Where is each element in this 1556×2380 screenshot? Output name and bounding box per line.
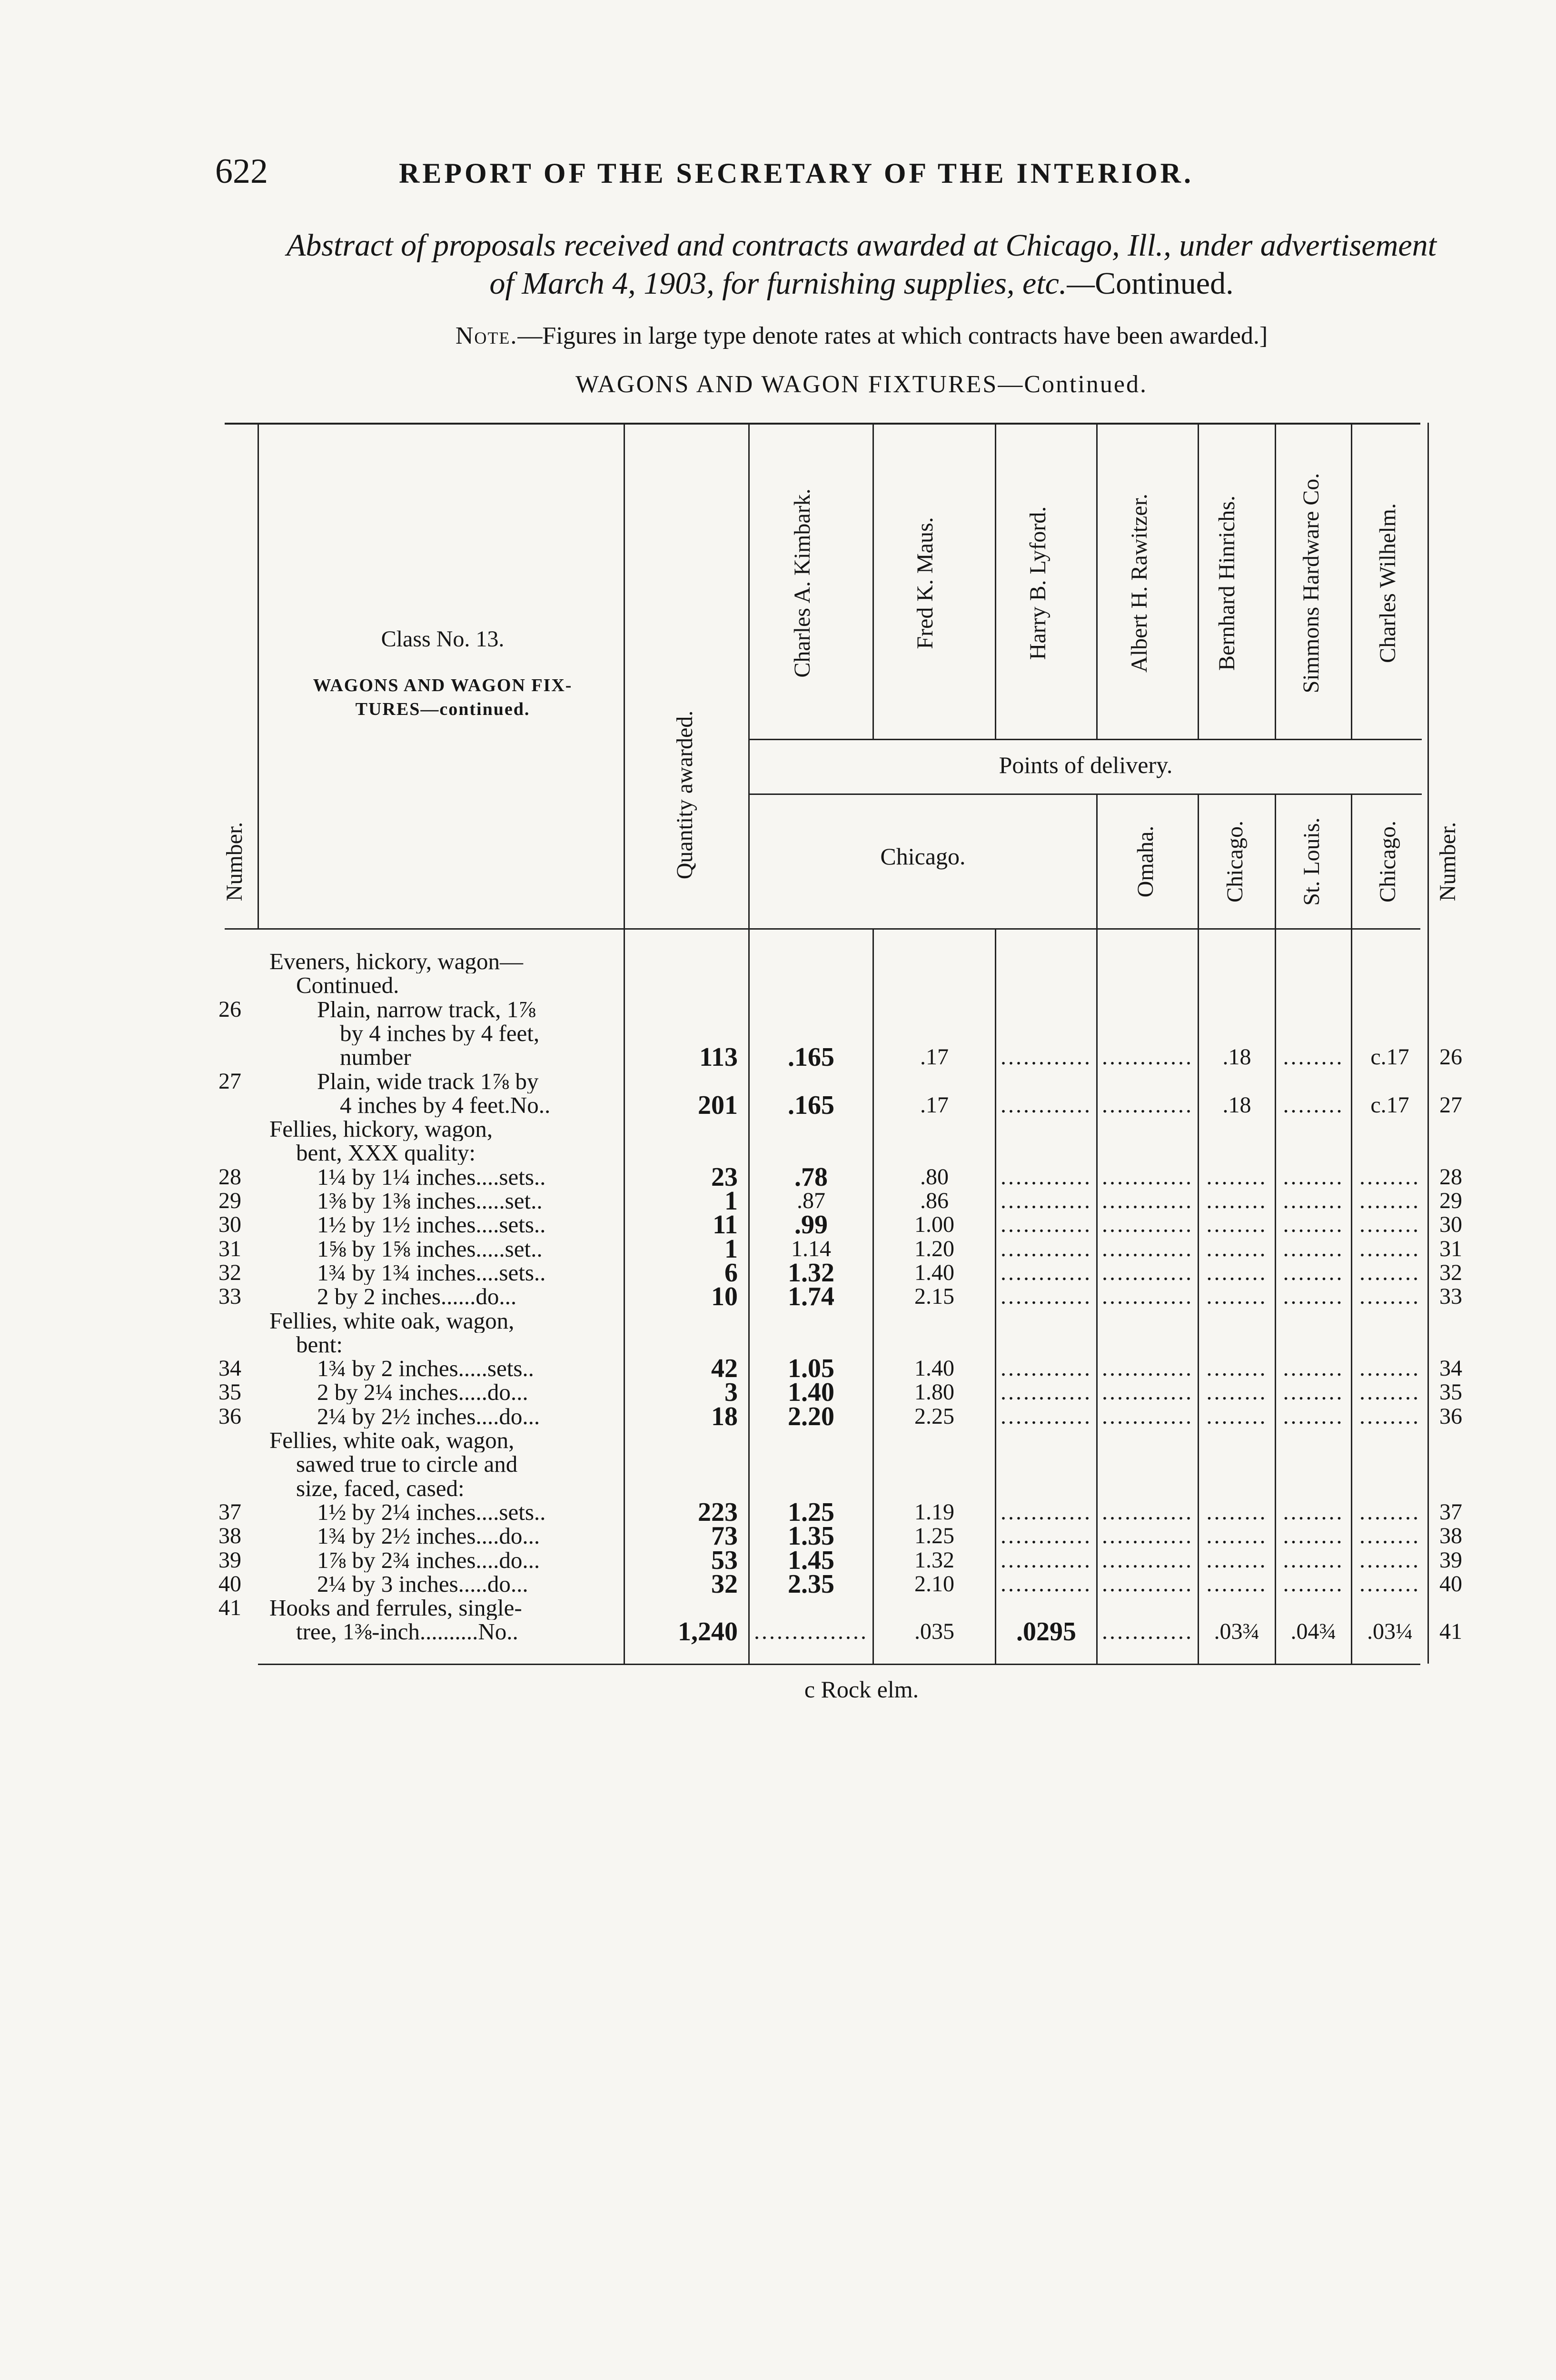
bid-value: .035 [914,1619,954,1645]
row-number: 26 [218,996,241,1022]
row-number-right: 40 [1439,1571,1462,1597]
class-subtitle-2: TURES—continued. [355,699,530,719]
table-row [0,1596,1556,1620]
leader-dots: ............ [1001,1547,1092,1573]
points-of-delivery-header: Points of delivery. [999,752,1173,778]
leader-dots: ........ [1283,1188,1344,1213]
row-description: 1⅝ by 1⅝ inches.....set.. [317,1237,543,1261]
row-description: 1½ by 2¼ inches....sets.. [317,1500,546,1524]
leader-dots: ........ [1359,1212,1420,1238]
class-subtitle [267,674,619,721]
point-chicago-hinrichs: Chicago. [1222,821,1248,902]
quantity-awarded: 11 [713,1210,738,1240]
bid-value: .18 [1222,1044,1251,1070]
footnote: c Rock elm. [804,1676,919,1703]
table-row [0,1545,1556,1575]
abstract-line-1: Abstract of proposals received and contracts awarded at Chicago, Ill., under advertisement [287,228,1437,263]
leader-dots: ............... [754,1619,868,1645]
bid-value: .165 [788,1090,834,1120]
bid-value: .99 [794,1210,828,1240]
col-rule-5a [995,423,996,739]
running-title: REPORT OF THE SECRETARY OF THE INTERIOR. [399,158,1194,189]
abstract-line-2-roman: Continued. [1095,266,1234,301]
col-rule-9a [1351,423,1352,739]
bidder-hinrichs: Bernhard Hinrichs. [1214,496,1239,671]
bid-value: 2.20 [788,1401,834,1431]
leader-dots: ........ [1359,1188,1420,1213]
leader-dots: ........ [1206,1188,1268,1213]
row-number-right: 39 [1439,1547,1462,1573]
leader-dots: ............ [1001,1499,1092,1525]
leader-dots: ........ [1359,1356,1420,1381]
leader-dots: ............ [1102,1523,1193,1549]
row-number: 38 [218,1523,241,1549]
row-description: 1¼ by 1¼ inches....sets.. [317,1165,546,1189]
leader-dots: ............ [1102,1356,1193,1381]
leader-dots: ........ [1283,1547,1344,1573]
bid-value: 1.25 [788,1497,834,1527]
leader-dots: ........ [1206,1212,1268,1238]
bid-value: 1.45 [788,1545,834,1575]
bid-value: c.17 [1370,1092,1409,1118]
quantity-awarded: 18 [711,1401,738,1431]
leader-dots: ............ [1001,1092,1092,1118]
row-description: Continued. [296,973,399,998]
table-row [0,1090,1556,1120]
col-rule-8a [1275,423,1276,739]
bidder-lyford: Harry B. Lyford. [1025,506,1051,660]
bidder-maus: Fred K. Maus. [912,517,938,649]
bid-value: 1.05 [788,1354,834,1384]
quantity-awarded: 1 [724,1234,738,1264]
table-row [0,950,1556,973]
bid-value: .165 [788,1042,834,1072]
bid-value: 1.19 [914,1499,954,1525]
leader-dots: ........ [1206,1547,1268,1573]
leader-dots: ........ [1359,1547,1420,1573]
leader-dots: ........ [1206,1403,1268,1429]
table-row [0,1162,1556,1192]
table-row [0,1070,1556,1093]
bid-value: .87 [797,1188,825,1213]
abstract-line-2 [190,265,1533,303]
table-top-rule [225,423,1420,425]
table-row [0,1309,1556,1333]
number-header-left: Number. [222,822,247,902]
row-number: 41 [218,1595,241,1621]
row-number-right: 26 [1439,1044,1462,1070]
leader-dots: ........ [1359,1236,1420,1261]
row-description: 2 by 2 inches......do... [317,1285,517,1309]
row-description: size, faced, cased: [296,1476,465,1500]
note [190,322,1533,350]
bidder-simmons: Simmons Hardware Co. [1298,473,1324,694]
row-description: tree, 1⅜-inch..........No.. [296,1620,518,1644]
table-row [0,1521,1556,1551]
bidders-points-rule [750,739,1422,740]
note-text: —Figures in large type denote rates at which contracts have been awarded.] [517,322,1268,349]
row-description: 1¾ by 1¾ inches....sets.. [317,1260,546,1285]
table-row [0,1282,1556,1312]
row-description: 1⅞ by 2¾ inches....do... [317,1548,540,1572]
row-number-right: 35 [1439,1379,1462,1405]
bid-value: 1.32 [914,1547,954,1573]
leader-dots: ........ [1206,1499,1268,1525]
leader-dots: ........ [1283,1212,1344,1238]
bidder-rawitzer: Albert H. Rawitzer. [1127,494,1152,673]
row-description: Fellies, white oak, wagon, [269,1428,515,1452]
leader-dots: ........ [1359,1403,1420,1429]
row-number-right: 34 [1439,1356,1462,1381]
leader-dots: ............ [1102,1044,1193,1070]
leader-dots: ............ [1001,1356,1092,1381]
row-number: 31 [218,1236,241,1261]
leader-dots: ........ [1283,1236,1344,1261]
row-description: 1¾ by 2½ inches....do... [317,1524,540,1548]
table-row [0,1378,1556,1408]
leader-dots: ........ [1359,1259,1420,1285]
leader-dots: ........ [1283,1523,1344,1549]
leader-dots: ............ [1102,1571,1193,1597]
bid-value: .04¾ [1290,1619,1337,1645]
row-description: bent: [296,1332,343,1357]
leader-dots: ............ [1001,1379,1092,1405]
row-number: 36 [218,1403,241,1429]
bid-value: .0295 [1016,1617,1076,1647]
bid-value: 1.40 [914,1259,954,1285]
leader-dots: ............ [1001,1284,1092,1309]
bid-value: 2.35 [788,1569,834,1599]
row-description: by 4 inches by 4 feet, [340,1021,540,1045]
table-row [0,1021,1556,1045]
col-rule-6a [1096,423,1098,739]
row-number-right: 27 [1439,1092,1462,1118]
leader-dots: ........ [1206,1164,1268,1190]
table-row [0,973,1556,997]
row-number-right: 29 [1439,1188,1462,1213]
bid-value: 1.35 [788,1521,834,1551]
row-number: 33 [218,1284,241,1309]
row-description: 1½ by 1½ inches....sets.. [317,1213,546,1237]
row-description: 2¼ by 2½ inches....do... [317,1404,540,1428]
col-rule-1 [258,423,259,928]
table-row [0,1234,1556,1264]
table-row [0,1428,1556,1452]
leader-dots: ........ [1283,1044,1344,1070]
table-row [0,1569,1556,1599]
quantity-awarded: 6 [724,1258,738,1288]
leader-dots: ............ [1102,1284,1193,1309]
class-label: Class No. 13. [381,626,505,652]
table-header-rule [225,928,1420,930]
leader-dots: ........ [1283,1571,1344,1597]
row-number-right: 31 [1439,1236,1462,1261]
table-row [0,1117,1556,1141]
row-description: 1¾ by 2 inches.....sets.. [317,1357,534,1381]
leader-dots: ............ [1102,1379,1193,1405]
leader-dots: ............ [1102,1547,1193,1573]
leader-dots: ........ [1206,1523,1268,1549]
bid-value: 1.32 [788,1258,834,1288]
row-description: bent, XXX quality: [296,1141,476,1165]
row-description: Fellies, white oak, wagon, [269,1309,515,1333]
row-description: 4 inches by 4 feet.No.. [340,1093,551,1117]
table-row [0,1617,1556,1647]
col-rule-4a [872,423,874,739]
table-row [0,1354,1556,1384]
col-rule-7a [1198,423,1199,739]
point-chicago-wilhelm: Chicago. [1375,821,1400,902]
leader-dots: ........ [1359,1379,1420,1405]
bid-value: .17 [920,1092,949,1118]
quantity-awarded: 113 [699,1042,738,1072]
quantity-awarded: 23 [711,1162,738,1192]
abstract-line-2-italic: of March 4, 1903, for furnishing supplies, etc.— [489,266,1095,301]
quantity-awarded: 201 [698,1090,738,1120]
quantity-awarded: 53 [711,1545,738,1575]
table-row [0,1258,1556,1288]
row-number-right: 28 [1439,1164,1462,1190]
leader-dots: ............ [1102,1259,1193,1285]
row-description: 2 by 2¼ inches.....do... [317,1380,528,1405]
bid-value: .80 [920,1164,949,1190]
leader-dots: ............ [1001,1212,1092,1238]
row-description: sawed true to circle and [296,1452,518,1477]
quantity-awarded: 10 [711,1282,738,1312]
leader-dots: ........ [1206,1284,1268,1309]
table-bottom-rule [258,1664,1420,1665]
row-number: 30 [218,1212,241,1238]
row-description: Hooks and ferrules, single- [269,1596,522,1620]
table-row [0,1186,1556,1216]
leader-dots: ............ [1001,1236,1092,1261]
table-row [0,1042,1556,1072]
bid-value: 1.20 [914,1236,954,1261]
quantity-awarded: 32 [711,1569,738,1599]
row-number: 29 [218,1188,241,1213]
row-number: 37 [218,1499,241,1525]
point-st-louis: St. Louis. [1299,817,1324,906]
leader-dots: ........ [1283,1499,1344,1525]
table-row [0,1333,1556,1357]
leader-dots: ........ [1359,1499,1420,1525]
leader-dots: ........ [1206,1356,1268,1381]
page-number: 622 [215,152,268,191]
leader-dots: ............ [1102,1164,1193,1190]
leader-dots: ........ [1283,1356,1344,1381]
bid-value: 2.10 [914,1571,954,1597]
row-description: number [340,1045,411,1070]
bidder-kimbark: Charles A. Kimbark. [790,488,815,678]
row-number: 40 [218,1571,241,1597]
leader-dots: ............ [1001,1259,1092,1285]
bid-value: .18 [1222,1092,1251,1118]
row-number-right: 30 [1439,1212,1462,1238]
row-number: 34 [218,1356,241,1381]
leader-dots: ............ [1102,1403,1193,1429]
leader-dots: ............ [1001,1044,1092,1070]
bid-value: c.17 [1370,1044,1409,1070]
bid-value: 1.80 [914,1379,954,1405]
leader-dots: ............ [1102,1499,1193,1525]
points-rule [750,793,1422,795]
leader-dots: ........ [1283,1284,1344,1309]
point-omaha: Omaha. [1133,825,1158,898]
leader-dots: ............ [1102,1092,1193,1118]
quantity-awarded: 1 [724,1186,738,1216]
section-title: WAGONS AND WAGON FIXTURES—Continued. [575,371,1148,398]
leader-dots: ............ [1102,1236,1193,1261]
table-row [0,1401,1556,1431]
leader-dots: ........ [1283,1259,1344,1285]
bid-value: .03¼ [1367,1619,1413,1645]
quantity-awarded: 3 [724,1378,738,1408]
row-number: 27 [218,1068,241,1094]
leader-dots: ........ [1206,1259,1268,1285]
leader-dots: ........ [1206,1236,1268,1261]
leader-dots: ........ [1359,1523,1420,1549]
row-number: 32 [218,1259,241,1285]
leader-dots: ............ [1102,1619,1193,1645]
bid-value: .03¾ [1214,1619,1260,1645]
bid-value: 2.15 [914,1284,954,1309]
leader-dots: ........ [1206,1379,1268,1405]
leader-dots: ........ [1359,1571,1420,1597]
table-row [0,1452,1556,1476]
quantity-awarded: 42 [711,1354,738,1384]
leader-dots: ............ [1001,1523,1092,1549]
row-number-right: 38 [1439,1523,1462,1549]
table-row [0,1497,1556,1527]
row-number-right: 33 [1439,1284,1462,1309]
table-row [0,998,1556,1021]
table-row [0,1477,1556,1500]
leader-dots: ........ [1359,1164,1420,1190]
leader-dots: ............ [1001,1403,1092,1429]
leader-dots: ............ [1001,1164,1092,1190]
bidder-wilhelm: Charles Wilhelm. [1375,503,1400,663]
row-number: 28 [218,1164,241,1190]
row-description: 1⅜ by 1⅜ inches.....set.. [317,1189,543,1213]
leader-dots: ........ [1283,1164,1344,1190]
bid-value: 1.25 [914,1523,954,1549]
row-number: 35 [218,1379,241,1405]
point-chicago-group: Chicago. [880,843,966,870]
row-number-right: 41 [1439,1619,1462,1645]
table-row [0,1141,1556,1165]
leader-dots: ........ [1283,1403,1344,1429]
quantity-awarded: 223 [698,1497,738,1527]
class-subtitle-1: WAGONS AND WAGON FIX- [313,675,573,695]
bid-value: 2.25 [914,1403,954,1429]
bid-value: 1.00 [914,1212,954,1238]
row-description: Plain, wide track 1⅞ by [317,1069,539,1093]
abstract-heading [190,227,1533,303]
row-number-right: 37 [1439,1499,1462,1525]
row-number-right: 36 [1439,1403,1462,1429]
leader-dots: ............ [1001,1188,1092,1213]
bid-value: .78 [794,1162,828,1192]
quantity-header: Quantity awarded. [672,710,697,880]
bid-value: 1.14 [791,1236,831,1261]
bid-value: 1.40 [788,1378,834,1408]
note-prefix: Note. [455,322,518,349]
leader-dots: ............ [1001,1571,1092,1597]
leader-dots: ........ [1359,1284,1420,1309]
table-row [0,1210,1556,1240]
row-description: Eveners, hickory, wagon— [269,950,523,973]
row-number-right: 32 [1439,1259,1462,1285]
quantity-awarded: 1,240 [678,1617,738,1647]
leader-dots: ............ [1102,1188,1193,1213]
row-description: Plain, narrow track, 1⅞ [317,997,536,1021]
leader-dots: ........ [1206,1571,1268,1597]
leader-dots: ........ [1283,1092,1344,1118]
number-header-right: Number. [1435,822,1460,902]
leader-dots: ........ [1283,1379,1344,1405]
bid-value: 1.74 [788,1282,834,1312]
bid-value: 1.40 [914,1356,954,1381]
row-description: 2¼ by 3 inches.....do... [317,1572,528,1596]
bid-value: .86 [920,1188,949,1213]
row-description: Fellies, hickory, wagon, [269,1117,493,1141]
leader-dots: ............ [1102,1212,1193,1238]
bid-value: .17 [920,1044,949,1070]
quantity-awarded: 73 [711,1521,738,1551]
row-number: 39 [218,1547,241,1573]
